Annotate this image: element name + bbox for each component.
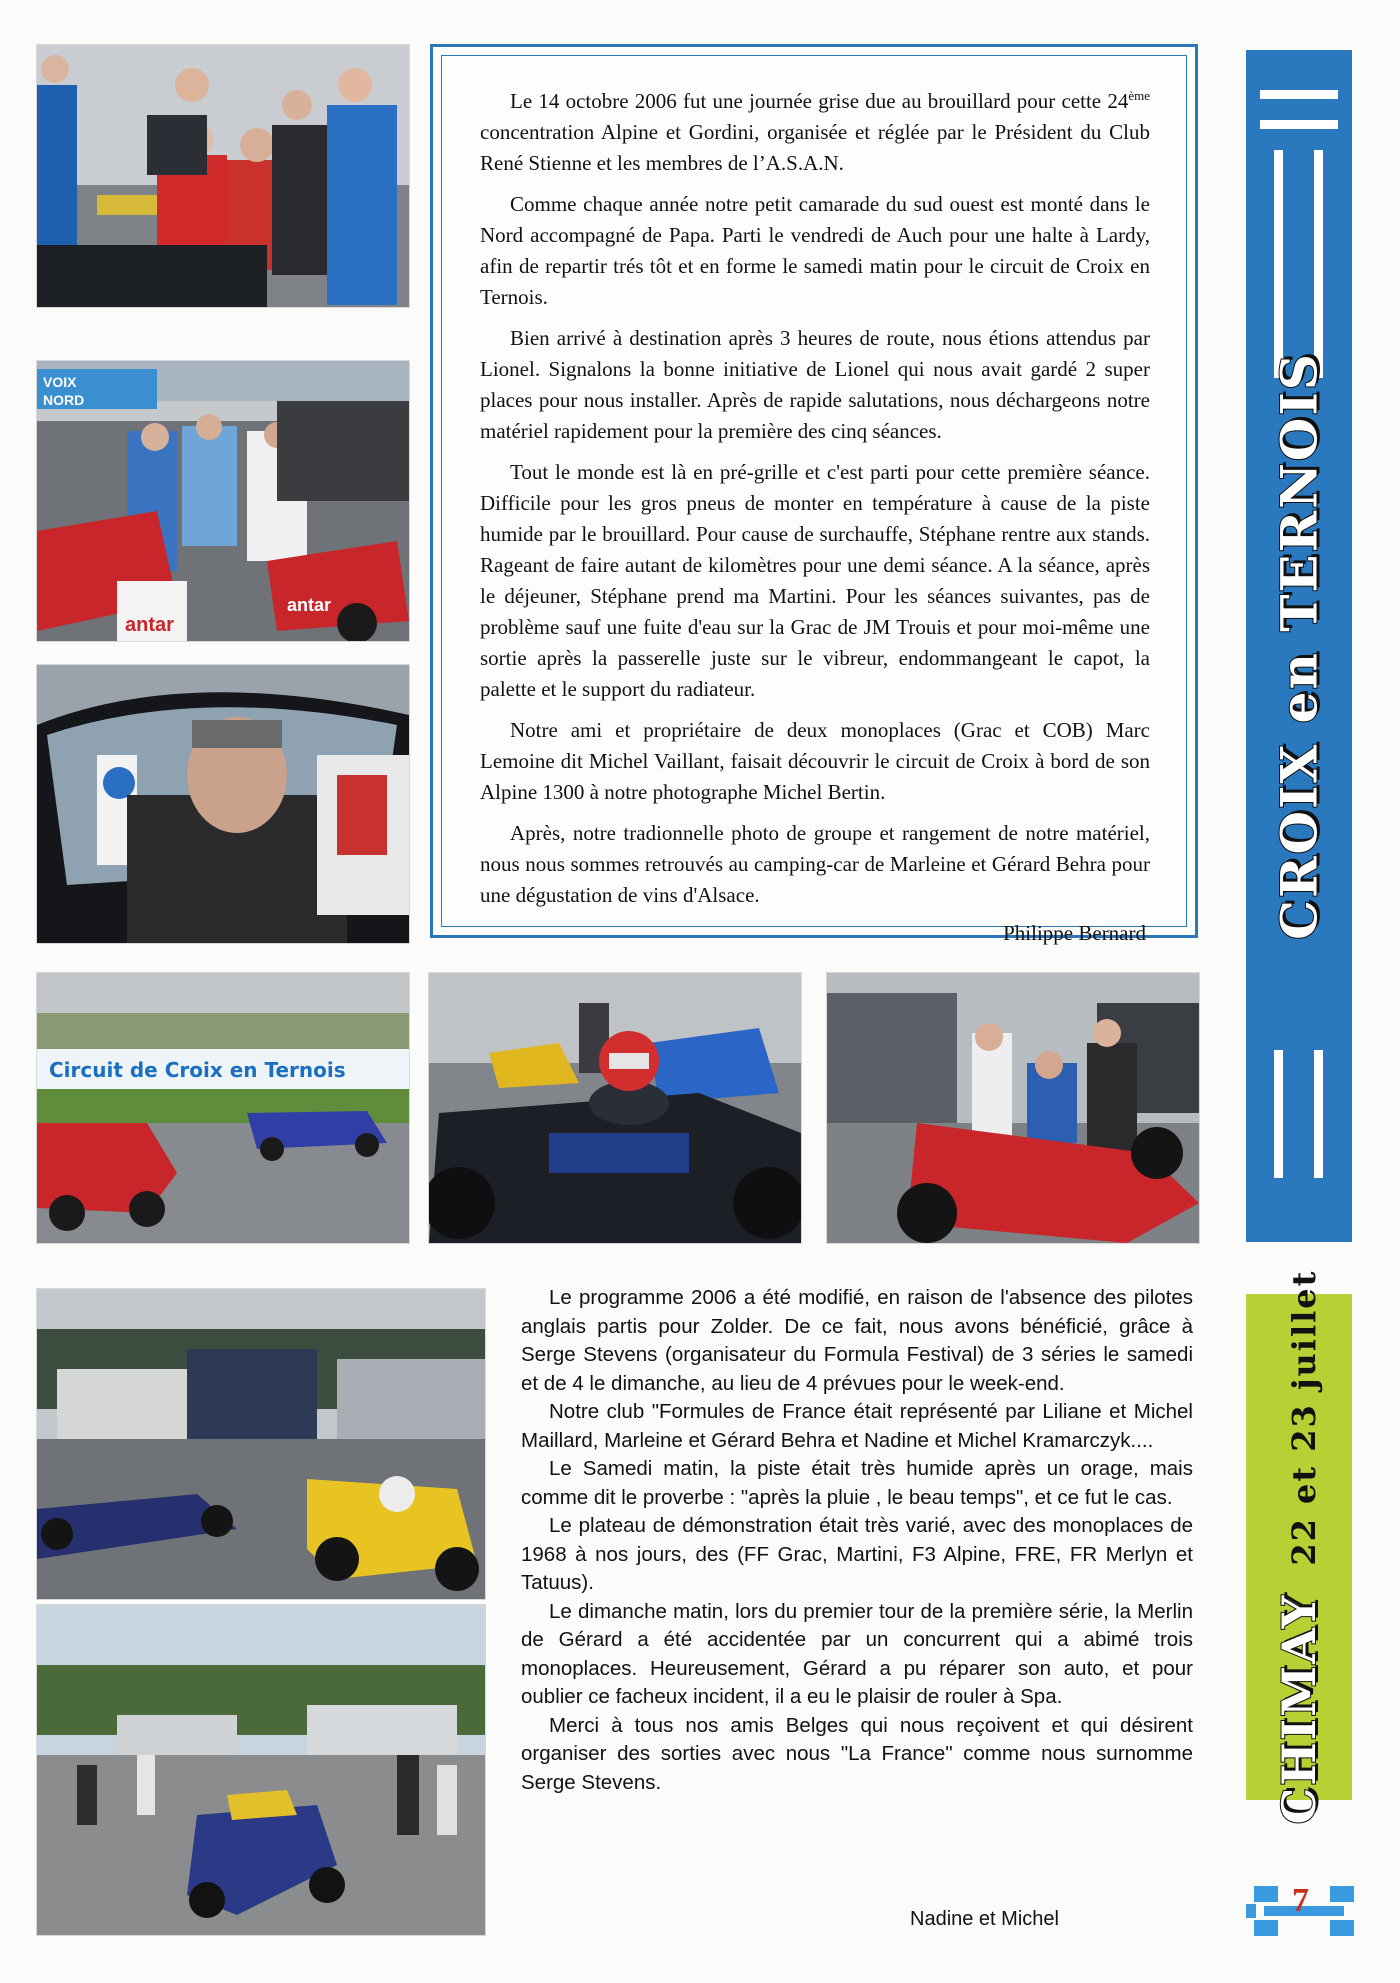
article-chimay [521,1284,1193,1797]
p1-text-b: concentration Alpine et Gordini, organisée et réglée par le Président du Club René Stienne et les membres de l’A.S.A.N. [480,120,1150,175]
stripe-top-1 [1260,90,1338,99]
photo-martini-driver [428,972,802,1244]
sidebar-chimay-title-group [1272,1270,1326,1825]
p1-text-a: Le 14 octobre 2006 fut une journée grise due au brouillard pour cette 24 [510,89,1129,113]
article-croix-inner [441,55,1187,945]
antar-logo-text-2: antar [287,595,332,615]
photo-chimay-paddock [36,1288,486,1600]
article-chimay-paragraph-1: Le programme 2006 a été modifié, en raison de l'absence des pilotes anglais partis pour Zolder. De ce fait, nous avons bénéficié, grâce à Serge Stevens (organisateur du Formula Festival) de 3 séries le samedi et de 4 le dimanche, au lieu de 4 prévues pour le week-end. [521,1286,1193,1395]
photo-paddock-antar [36,360,410,642]
article-croix-signature: Philippe Bernard [1003,921,1146,945]
antar-logo-text: antar [125,614,174,636]
photo-driver-in-car [36,664,410,944]
circuit-banner-text: Circuit de Croix en Ternois [49,1058,346,1082]
stripe-vert-top-2 [1314,150,1323,378]
sidebar-chimay-subtitle: 22 et 23 juillet [1285,1269,1323,1566]
photo-mechanics-red-car [826,972,1200,1244]
article-croix-paragraph-6: Après, notre tradionnelle photo de groupe et rangement de notre matériel, nous nous sommes retrouvés au camping-car de Marleine et Gérard Behra pour une dégustation de vins d'Alsace. [480,821,1150,907]
stripe-vert-top-1 [1274,150,1283,378]
sidebar-chimay [1246,1269,1352,1825]
photo-chimay-grid [36,1604,486,1936]
article-croix-paragraph-3: Bien arrivé à destination après 3 heures de route, nous étions attendus par Lionel. Signalons la bonne initiative de Lionel qui nous avait gardé 2 super places pour nous installer. Après de rapide salutations, nous déchargeons notre matériel rapidement pour la première des cinq séances. [480,326,1150,443]
banner-voix-text: VOIX [43,374,77,390]
sidebar-croix-en-ternois [1246,50,1352,1242]
page-number-badge [1244,1876,1364,1946]
article-croix-paragraph-4: Tout le monde est là en pré-grille et c'est parti pour cette première séance. Difficile pour les gros pneus de monter en température à cause de la piste humide par le brouillard. Pour cause de surchauffe, Stéphane rentre aux stands. Rageant de faire autant de kilomètres pour une demi séance. A la séance, après le déjeuner, Stéphane prend ma Martini. Pour les séances suivantes, pas de problème sauf une fuite d'eau sur la Grac de JM Trouis et pour moi-même une sortie après la passerelle juste sur le vibreur, endommangeant le capot, la palette et le support du radiateur. [480,460,1150,701]
article-chimay-signature: Nadine et Michel [910,1908,1059,1930]
article-chimay-paragraph-2: Notre club "Formules de France était représenté par Liliane et Michel Maillard, Marleine et Gérard Behra et Nadine et Michel Kramarczyk.... [521,1400,1193,1452]
sidebar-croix-title: CROIX en TERNOIS [1269,352,1329,940]
article-chimay-paragraph-3: Le Samedi matin, la piste était très humide après un orage, mais comme dit le proverbe : "après la pluie , le beau temps", et ce fut le cas. [521,1457,1193,1509]
sidebar-chimay-title: CHIMAY [1272,1593,1326,1825]
photo-group-drivers [36,44,410,308]
p1-sup: ème [1128,88,1150,103]
article-croix-paragraph-5: Notre ami et propriétaire de deux monoplaces (Grac et COB) Marc Lemoine dit Michel Vaillant, faisait découvrir le circuit de Croix à bord de son Alpine 1300 à notre photographe Michel Bertin. [480,718,1150,804]
banner-nord-text: NORD [43,392,85,408]
photo-circuit-banner [36,972,410,1244]
article-croix-paragraph-1 [480,86,1150,179]
article-chimay-paragraph-5: Le dimanche matin, lors du premier tour de la première série, la Merlin de Gérard a été accidentée par un concurrent qui a abimé trois monoplaces. Heureusement, Gérard a pu réparer son auto, et pour oublier ce facheux incident, il a eu le plaisir de rouler à Spa. [521,1599,1193,1708]
article-chimay-paragraph-4: Le plateau de démonstration était très varié, avec des monoplaces de 1968 à nos jours, des (FF Grac, Martini, F3 Alpine, FRE, FR Merlyn et Tatuus). [521,1514,1193,1594]
article-croix-box [430,44,1198,945]
stripe-top-2 [1260,120,1338,129]
stripe-vert-bottom-2 [1314,1050,1323,1178]
article-croix-paragraph-2: Comme chaque année notre petit camarade du sud ouest est monté dans le Nord accompagné de Papa. Parti le vendredi de Auch pour une halte à Lardy, afin de repartir trés tôt et en forme le samedi matin pour le circuit de Croix en Ternois. [480,192,1150,309]
stripe-vert-bottom-1 [1274,1050,1283,1178]
page-number: 7 [1292,1882,1309,1919]
article-chimay-paragraph-6: Merci à tous nos amis Belges qui nous reçoivent et qui désirent organiser des sorties avec nous "La France" comme nous surnomme Serge Stevens. [521,1713,1193,1794]
